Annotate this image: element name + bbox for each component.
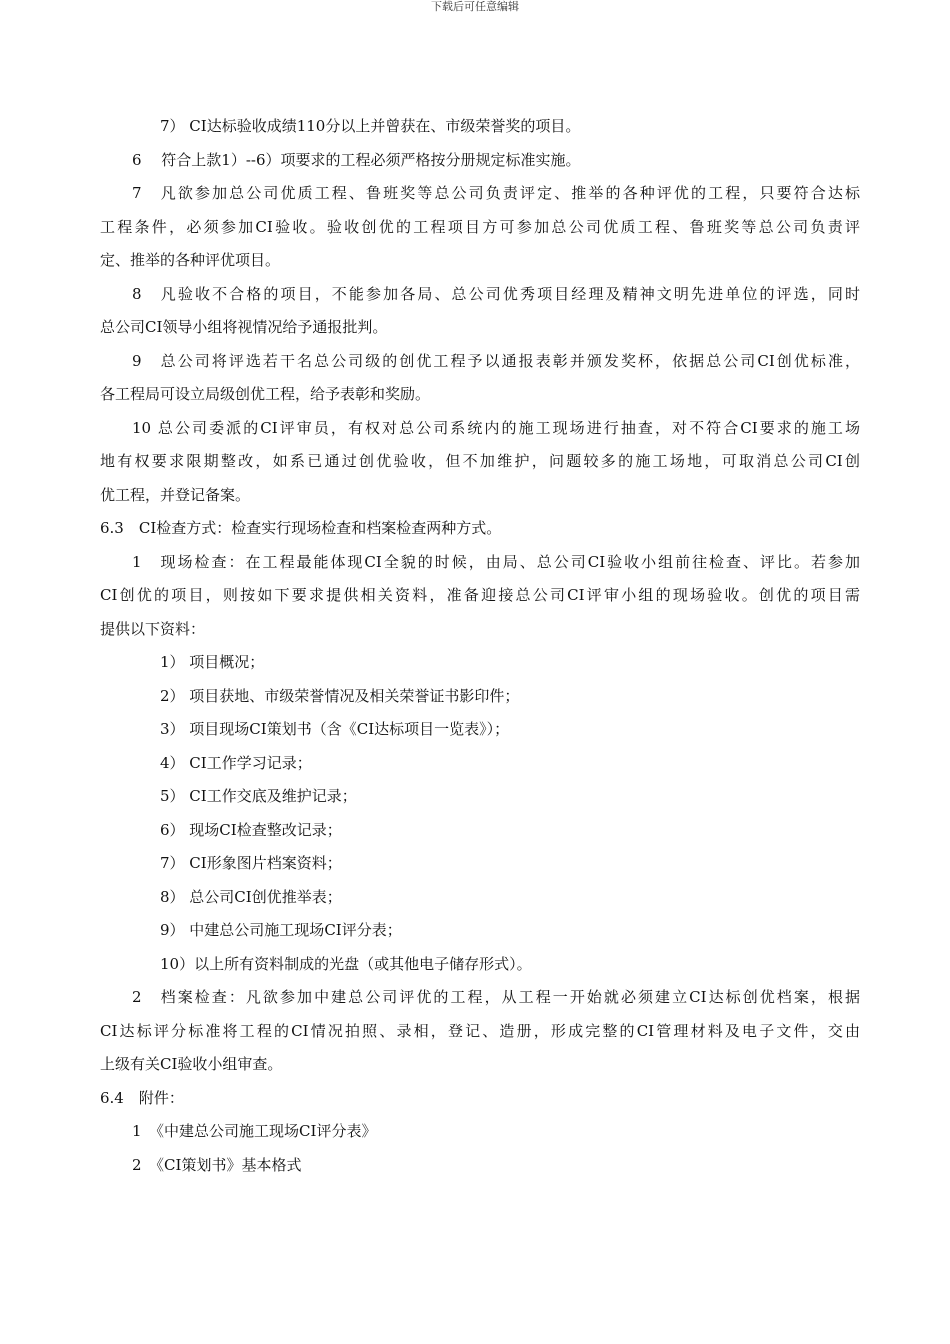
list-item: 2） 项目获地、市级荣誉情况及相关荣誉证书影印件； bbox=[160, 686, 520, 705]
list-item: 9） 中建总公司施工现场CI评分表； bbox=[160, 921, 402, 939]
paragraph-line: 总公司CI领导小组将视情况给予通报批判。 bbox=[100, 318, 388, 336]
paragraph-line: 7 凡欲参加总公司优质工程、鲁班奖等总公司负责评定、推举的各种评优的工程，只要符合达标 bbox=[132, 184, 860, 202]
list-item: 6） 现场CI检查整改记录； bbox=[160, 820, 342, 839]
list-item: 8） 总公司CI创优推举表； bbox=[160, 887, 342, 906]
paragraph-line: CI创优的项目，则按如下要求提供相关资料，准备迎接总公司CI评审小组的现场验收。创优的项目需 bbox=[100, 586, 860, 604]
section-heading: 6.4 附件： bbox=[100, 1088, 184, 1107]
paragraph-line: 各工程局可设立局级创优工程，给予表彰和奖励。 bbox=[100, 385, 431, 403]
paragraph-line: 地有权要求限期整改，如系已通过创优验收，但不加维护，问题较多的施工场地，可取消总公司CI创 bbox=[100, 452, 860, 470]
paragraph-line: 上级有关CI验收小组审查。 bbox=[100, 1055, 283, 1073]
list-item: 7） CI形象图片档案资料； bbox=[160, 854, 342, 872]
list-item: 1） 项目概况； bbox=[160, 653, 265, 671]
paragraph-line: 工程条件，必须参加CI验收。验收创优的工程项目方可参加总公司优质工程、鲁班奖等总公司负责评 bbox=[100, 217, 860, 236]
paragraph-line: 10 总公司委派的CI评审员，有权对总公司系统内的施工现场进行抽查，对不符合CI要求的施工场 bbox=[132, 418, 860, 437]
document-body bbox=[100, 110, 860, 1182]
list-item: 4） CI工作学习记录； bbox=[160, 753, 312, 772]
list-item: 5） CI工作交底及维护记录； bbox=[160, 787, 357, 805]
paragraph-line: 提供以下资料： bbox=[100, 619, 206, 638]
paragraph-line: 定、推举的各种评优项目。 bbox=[100, 251, 281, 269]
paragraph-line: 优工程，并登记备案。 bbox=[100, 485, 251, 504]
list-item: 7） CI达标验收成绩110分以上并曾获在、市级荣誉奖的项目。 bbox=[160, 117, 581, 135]
list-item: 2 《CI策划书》基本格式 bbox=[132, 1155, 302, 1174]
paragraph-line: 9 总公司将评选若干名总公司级的创优工程予以通报表彰并颁发奖杯，依据总公司CI创优标准， bbox=[132, 351, 860, 370]
paragraph-line: CI达标评分标准将工程的CI情况拍照、录相，登记、造册，形成完整的CI管理材料及电子文件，交由 bbox=[100, 1021, 860, 1040]
list-item: 3） 项目现场CI策划书（含《CI达标项目一览表》）； bbox=[160, 720, 510, 738]
paragraph-line: 2 档案检查：凡欲参加中建总公司评优的工程，从工程一开始就必须建立CI达标创优档案，根据 bbox=[132, 988, 860, 1006]
header-note: 下载后可任意编辑 bbox=[431, 0, 519, 13]
section-heading: 6.3 CI检查方式：检查实行现场检查和档案检查两种方式。 bbox=[100, 519, 502, 537]
paragraph-line: 1 现场检查：在工程最能体现CI全貌的时候，由局、总公司CI验收小组前往检查、评比。若参加 bbox=[132, 552, 860, 571]
paragraph-line: 8 凡验收不合格的项目，不能参加各局、总公司优秀项目经理及精神文明先进单位的评选，同时 bbox=[132, 284, 860, 303]
paragraph-line: 6 符合上款1）--6）项要求的工程必须严格按分册规定标准实施。 bbox=[132, 150, 581, 169]
list-item: 1 《中建总公司施工现场CI评分表》 bbox=[132, 1122, 377, 1140]
list-item: 10）以上所有资料制成的光盘（或其他电子储存形式）。 bbox=[160, 954, 532, 973]
